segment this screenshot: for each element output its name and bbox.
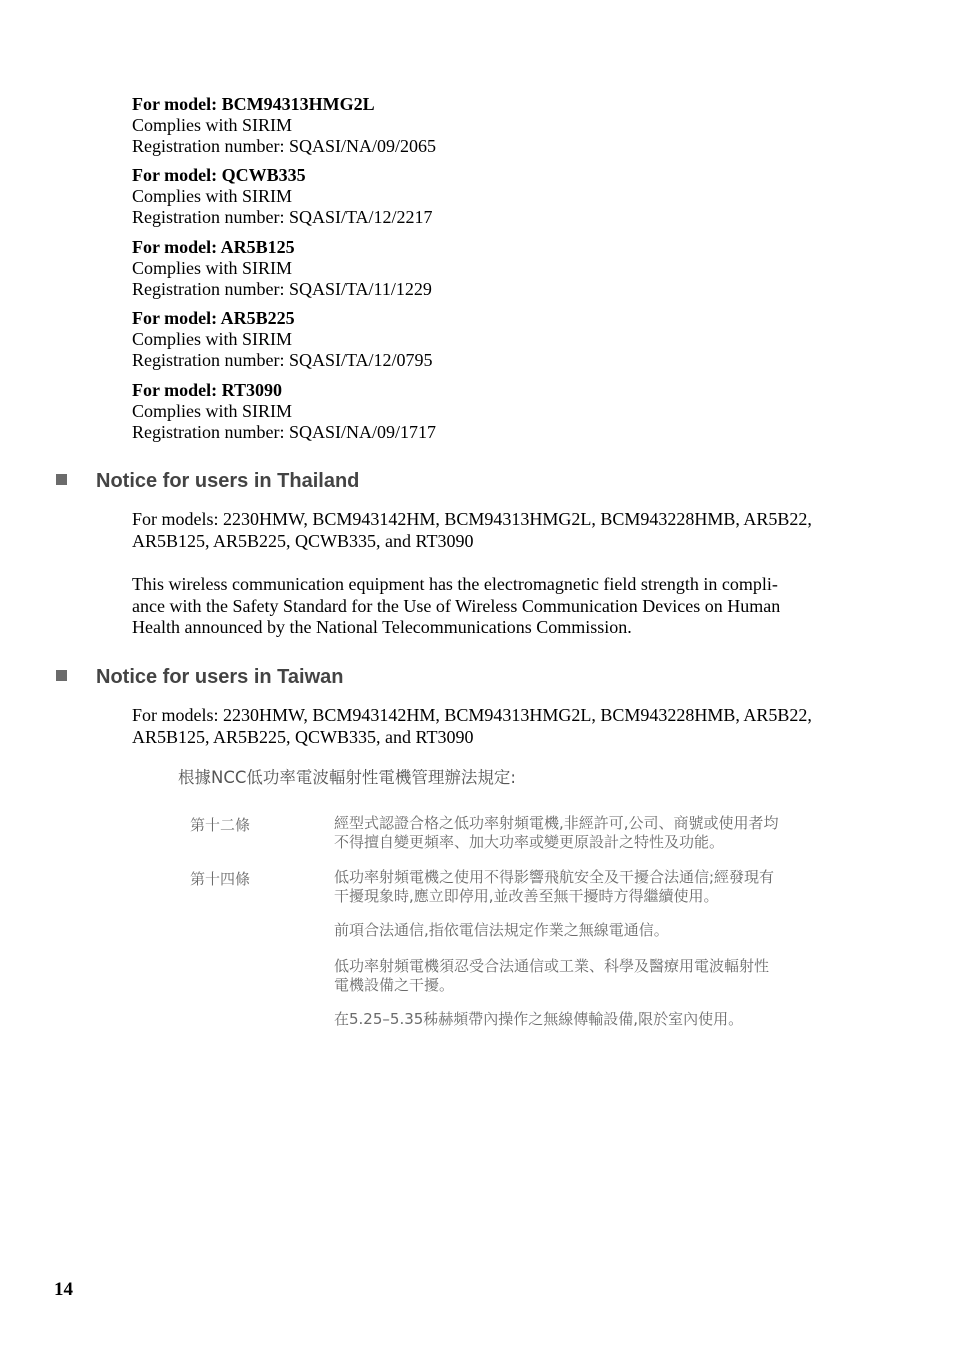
article-12-text [334, 814, 824, 852]
registration-line: Registration number: SQASI/TA/11/1229 [132, 279, 432, 299]
registration-line: Registration number: SQASI/TA/12/2217 [132, 207, 433, 227]
model-block-ar5b125 [132, 237, 852, 300]
page-number: 14 [54, 1279, 73, 1300]
compliance-line: Complies with SIRIM [132, 115, 293, 135]
square-bullet-icon [56, 670, 67, 681]
taiwan-models-paragraph [132, 705, 854, 748]
model-heading: For model: RT3090 [132, 380, 283, 400]
registration-line: Registration number: SQASI/TA/12/0795 [132, 350, 433, 370]
model-heading: For model: AR5B125 [132, 237, 295, 257]
thailand-models-paragraph [132, 509, 854, 552]
article-12-label: 第十二條 [190, 816, 251, 834]
text-line: 低功率射頻電機之使用不得影響飛航安全及干擾合法通信;經發現有 [334, 868, 775, 886]
compliance-line: Complies with SIRIM [132, 258, 293, 278]
text-line: 前項合法通信,指依電信法規定作業之無線電通信。 [334, 921, 669, 939]
model-block-rt3090 [132, 380, 852, 443]
registration-line: Registration number: SQASI/NA/09/1717 [132, 422, 436, 442]
text-line: 經型式認證合格之低功率射頻電機,非經許可,公司、商號或使用者均 [334, 814, 779, 832]
article-14-label: 第十四條 [190, 870, 251, 888]
model-block-ar5b225 [132, 308, 852, 371]
text-line: 不得擅自變更頻率、加大功率或變更原設計之特性及功能。 [334, 833, 725, 851]
model-block-qcwb335 [132, 165, 852, 228]
article-14-paragraph-2 [334, 921, 824, 940]
article-14-text [334, 868, 824, 906]
text-line: For models: 2230HMW, BCM943142HM, BCM94313HMG2L, BCM943228HMB, AR5B22, [132, 705, 812, 725]
model-block-bcm94313hmg2l [132, 94, 852, 157]
section-title: Notice for users in Thailand [96, 470, 360, 492]
text-line: 低功率射頻電機須忍受合法通信或工業、科學及醫療用電波輻射性 [334, 957, 770, 975]
article-14-paragraph-4 [334, 1010, 824, 1029]
model-heading: For model: QCWB335 [132, 165, 306, 185]
section-heading-taiwan [56, 665, 856, 689]
registration-line: Registration number: SQASI/NA/09/2065 [132, 136, 436, 156]
text-line: This wireless communication equipment has the electromagnetic field strength in compli- [132, 574, 778, 594]
square-bullet-icon [56, 474, 67, 485]
text-line: 電機設備之干擾。 [334, 976, 455, 994]
compliance-line: Complies with SIRIM [132, 186, 293, 206]
model-heading: For model: BCM94313HMG2L [132, 94, 375, 114]
text-line: For models: 2230HMW, BCM943142HM, BCM94313HMG2L, BCM943228HMB, AR5B22, [132, 509, 812, 529]
text-line: AR5B125, AR5B225, QCWB335, and RT3090 [132, 530, 474, 551]
text-line: 在5.25–5.35秭赫頻帶內操作之無線傳輸設備,限於室內使用。 [334, 1010, 744, 1028]
section-heading-thailand [56, 469, 856, 493]
text-line: Health announced by the National Telecommunications Commission. [132, 617, 632, 637]
text-line: AR5B125, AR5B225, QCWB335, and RT3090 [132, 726, 474, 747]
thailand-body-paragraph [132, 574, 854, 639]
section-title: Notice for users in Taiwan [96, 666, 344, 688]
model-heading: For model: AR5B225 [132, 308, 295, 328]
ncc-notice-title: 根據NCC低功率電波輻射性電機管理辦法規定: [178, 768, 516, 787]
text-line: 干擾現象時,應立即停用,並改善至無干擾時方得繼續使用。 [334, 887, 719, 905]
compliance-line: Complies with SIRIM [132, 401, 293, 421]
article-14-paragraph-3 [334, 957, 824, 995]
compliance-line: Complies with SIRIM [132, 329, 293, 349]
text-line: ance with the Safety Standard for the Use of Wireless Communication Devices on Human [132, 595, 781, 616]
